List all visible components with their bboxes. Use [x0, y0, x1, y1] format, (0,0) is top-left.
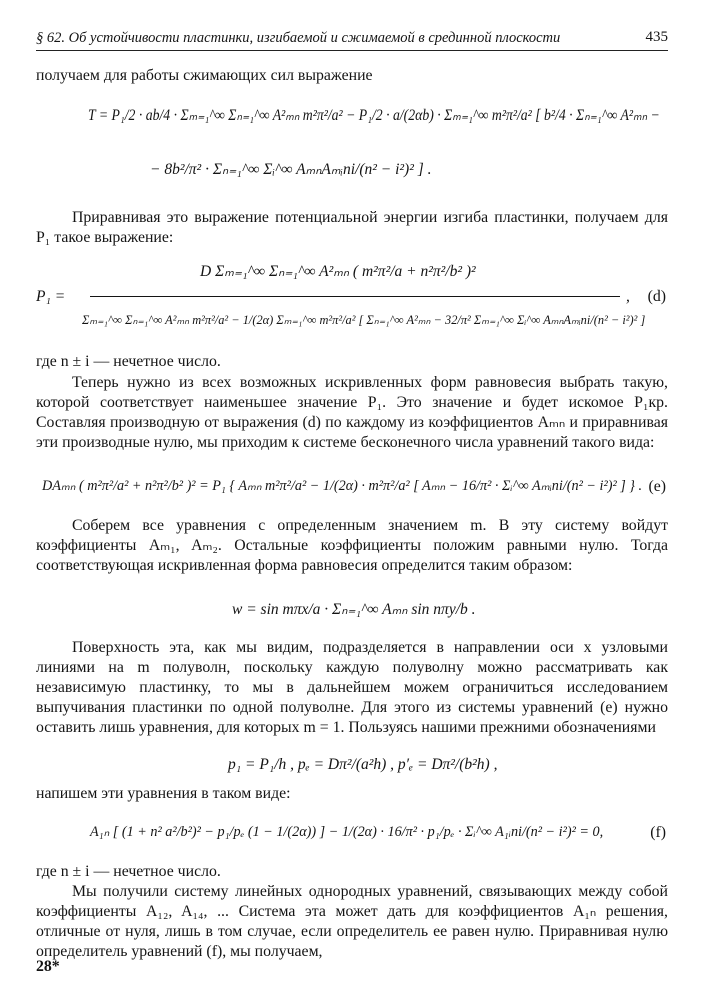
paragraph-odd-2: где n ± i — нечетное число.: [36, 863, 221, 880]
equation-d-numerator: D Σₘ₌₁^∞ Σₙ₌₁^∞ A²ₘₙ ( m²π²/a + n²π²/b² )²: [200, 263, 476, 280]
signature-mark: 28*: [36, 958, 60, 975]
paragraph-derivative: Теперь нужно из всех возможных искривленных форм равновесия выбрать такую, которой соответствует наименьшее значение P₁. Это значение и будет искомое P₁кр. Составляя производную от выражения (d) по каждому из коэффициентов Aₘₙ и приравнивая эти производные нулю, мы приходим к системе бесконечного числа уравнений такого вида:: [36, 374, 668, 451]
equation-label-d: (d): [647, 288, 666, 305]
running-header: [36, 28, 668, 51]
paragraph-intro: получаем для работы сжимающих сил выражение: [36, 67, 373, 84]
paragraph-collect: Соберем все уравнения с определенным значением m. В эту систему войдут коэффициенты Aₘ₁, Aₘ₂. Остальные коэффициенты положим равными нулю. Тогда соответствующая искривленная форма равновесия определится таким образом:: [36, 517, 668, 574]
section-title: § 62. Об устойчивости пластинки, изгибаемой и сжимаемой в срединной плоскости: [36, 30, 561, 46]
equation-w: w = sin mπx/a · Σₙ₌₁^∞ Aₘₙ sin nπy/b .: [232, 601, 476, 618]
equation-d-lhs: P₁ =: [36, 288, 66, 305]
fraction-bar: [90, 296, 620, 297]
paragraph-equate: Приравнивая это выражение потенциальной энергии изгиба пластинки, получаем для P₁ такое выражение:: [36, 209, 668, 246]
page-number: 435: [645, 29, 668, 45]
paragraph-write: напишем эти уравнения в таком виде:: [36, 785, 291, 802]
paragraph-odd-1: где n ± i — нечетное число.: [36, 353, 221, 370]
paragraph-surface: Поверхность эта, как мы видим, подразделяется в направлении оси x узловыми линиями на m полуволн, поскольку каждую полуволну можно рассматривать как независимую пластинку, то мы в дальнейшем можем ограничиться исследованием выпучивания пластинки по одной полуволне. Для этого из системы уравнений (e) нужно оставить лишь уравнения, для которых m = 1. Пользуясь нашими прежними обозначениями: [36, 639, 668, 736]
equation-T-line2: − 8b²/π² · Σₙ₌₁^∞ Σᵢ^∞ AₘₙAₘᵢni/(n² − i²)² ] .: [150, 161, 432, 178]
equation-d-denominator: Σₘ₌₁^∞ Σₙ₌₁^∞ A²ₘₙ m²π²/a² − 1/(2α) Σₘ₌₁^∞ m²π²/a² [ Σₙ₌₁^∞ A²ₘₙ − 32/π² Σₘ₌₁^∞ Σᵢ^∞ AₘₙAₘᵢni/(n² − i²)² ]: [82, 313, 646, 327]
equation-e: DAₘₙ ( m²π²/a² + n²π²/b² )² = P₁ { Aₘₙ m²π²/a² − 1/(2α) · m²π²/a² [ Aₘₙ − 16/π² · Σᵢ^∞ Aₘᵢni/(n² − i²)² ] } .: [42, 478, 643, 494]
equation-T-line1: T = P₁/2 · ab/4 · Σₘ₌₁^∞ Σₙ₌₁^∞ A²ₘₙ m²π²/a² − P₁/2 · a/(2αb) · Σₘ₌₁^∞ m²π²/a² [ b²/4 · Σₙ₌₁^∞ A²ₘₙ −: [88, 107, 660, 124]
equation-f: A₁ₙ [ (1 + n² a²/b²)² − p₁/pₑ (1 − 1/(2α)) ] − 1/(2α) · 16/π² · p₁/pₑ · Σᵢ^∞ A₁ᵢni/(n² − i²)² = 0,: [90, 824, 604, 840]
paragraph-determinant: Мы получили систему линейных однородных уравнений, связывающих между собой коэффициенты A₁₂, A₁₄, ... Система эта может дать для коэффициентов A₁ₙ решения, отличные от нуля, лишь в том случае, если определитель ее равен нулю. Приравнивая нулю определитель уравнений (f), мы получаем,: [36, 883, 668, 960]
equation-label-f: (f): [650, 824, 666, 841]
equation-d-tail: ,: [626, 288, 630, 305]
equation-label-e: (e): [648, 478, 666, 495]
equation-notation: p₁ = P₁/h , pₑ = Dπ²/(a²h) , p′ₑ = Dπ²/(b²h) ,: [228, 756, 498, 773]
